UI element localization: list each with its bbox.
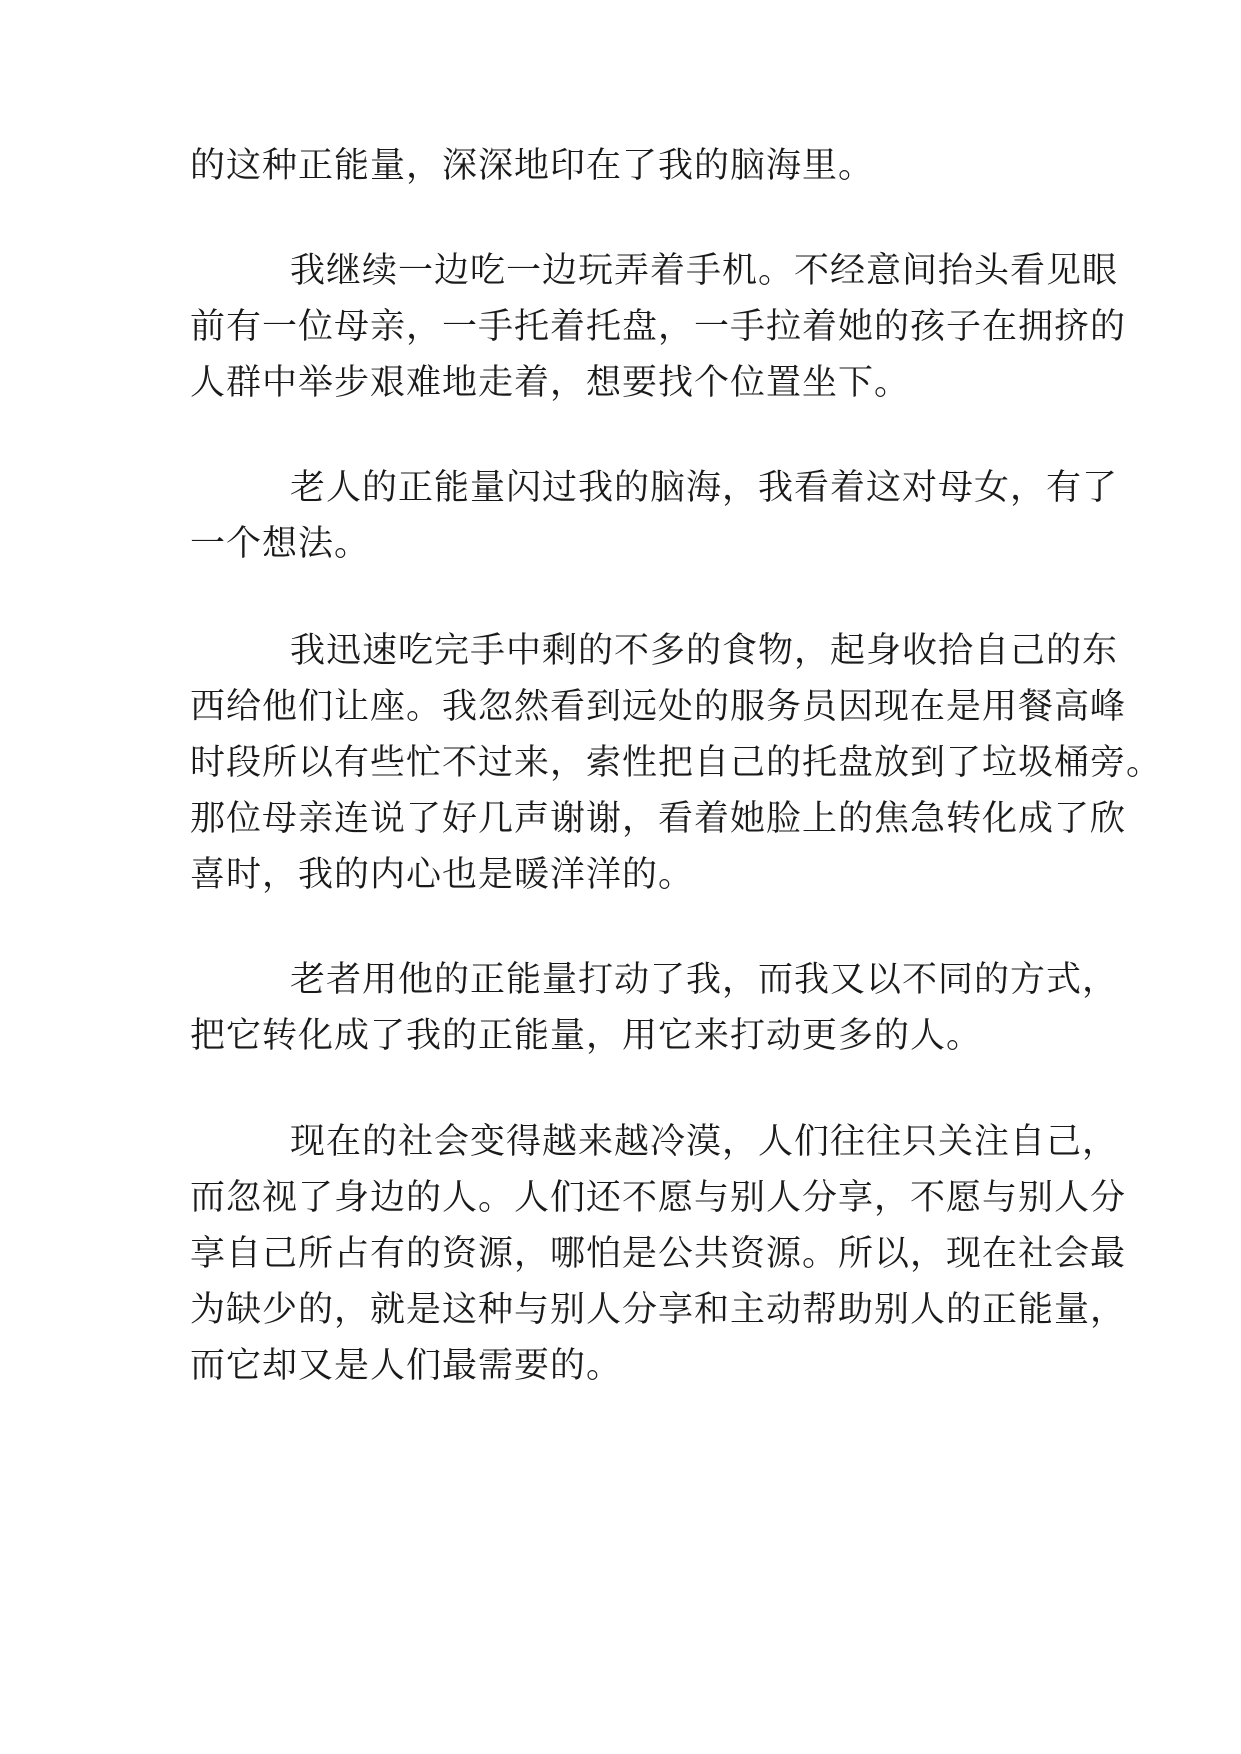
text-line: 的这种正能量，深深地印在了我的脑海里。 xyxy=(190,146,875,186)
text-line: 喜时，我的内心也是暖洋洋的。 xyxy=(190,855,695,895)
text-line: 把它转化成了我的正能量，用它来打动更多的人。 xyxy=(190,1016,983,1056)
text-line: 前有一位母亲，一手托着托盘，一手拉着她的孩子在拥挤的 xyxy=(190,307,1127,347)
text-line: 人群中举步艰难地走着，想要找个位置坐下。 xyxy=(190,363,911,403)
text-line: 西给他们让座。我忽然看到远处的服务员因现在是用餐高峰 xyxy=(190,687,1127,727)
text-line: 那位母亲连说了好几声谢谢，看着她脸上的焦急转化成了欣 xyxy=(190,799,1127,839)
text-line: 老人的正能量闪过我的脑海，我看着这对母女，有了 xyxy=(290,468,1119,508)
text-line: 一个想法。 xyxy=(190,524,371,564)
text-line: 而忽视了身边的人。人们还不愿与别人分享，不愿与别人分 xyxy=(190,1178,1127,1218)
text-line: 老者用他的正能量打动了我，而我又以不同的方式， xyxy=(290,960,1119,1000)
text-line: 我继续一边吃一边玩弄着手机。不经意间抬头看见眼 xyxy=(290,251,1119,291)
text-line: 现在的社会变得越来越冷漠，人们往往只关注自己， xyxy=(290,1122,1119,1162)
text-line: 时段所以有些忙不过来，索性把自己的托盘放到了垃圾桶旁。 xyxy=(190,743,1163,783)
text-line: 我迅速吃完手中剩的不多的食物，起身收拾自己的东 xyxy=(290,631,1119,671)
text-line: 享自己所占有的资源，哪怕是公共资源。所以，现在社会最 xyxy=(190,1234,1127,1274)
text-line: 而它却又是人们最需要的。 xyxy=(190,1346,623,1386)
text-line: 为缺少的，就是这种与别人分享和主动帮助别人的正能量， xyxy=(190,1290,1127,1330)
